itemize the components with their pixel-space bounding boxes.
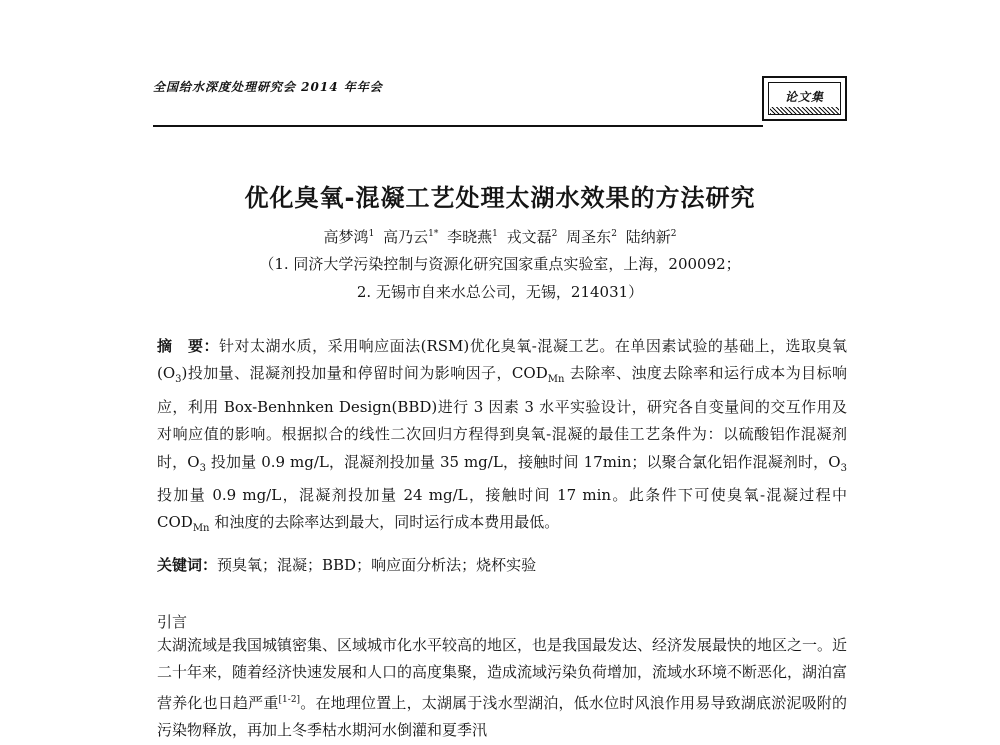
author-list — [0, 226, 1000, 247]
affiliation-2: 2. 无锡市自来水总公司，无锡，214031） — [356, 283, 644, 301]
author-5: 周圣东$^2$ — [566, 228, 617, 246]
intro-paragraph: 太湖流域是我国城镇密集、区域城市化水平较高的地区，也是我国最发达、经济发展最快的地区之一。近二十年来，随着经济快速发展和人口的高度集聚，造成流域污染负荷增加，流域水环境不断恶化，湖泊富营养化也日趋严重[1-2]。在地理位置上，太湖属于浅水型湖泊，低水位时风浪作用易导致湖底淤泥吸附的污染物释放，再加上冬季枯水期河水倒灌和夏季汛 — [157, 636, 848, 740]
conference-header: 全国给水深度处理研究会 2014 年年会 — [153, 80, 383, 94]
badge-hatch-pattern — [770, 107, 839, 114]
badge-label: 论文集 — [784, 90, 824, 104]
author-6: 陆纳新$^2$ — [625, 228, 677, 246]
paper-title: 优化臭氧-混凝工艺处理太湖水效果的方法研究 — [244, 184, 756, 212]
author-4: 戎文磊$^2$ — [506, 228, 558, 246]
author-3: 李晓燕$^1$ — [447, 228, 498, 246]
keywords-text: 预臭氧；混凝；BBD；响应面分析法；烧杯实验 — [217, 556, 537, 574]
proceedings-badge — [762, 76, 847, 121]
intro-heading: 引言 — [157, 613, 188, 631]
citation-ref: [1-2] — [278, 694, 301, 705]
header-rule — [153, 125, 763, 127]
keywords-label: 关键词： — [157, 556, 218, 574]
abstract: 摘 要：针对太湖水质，采用响应面法(RSM)优化臭氧-混凝工艺。在单因素试验的基础上，选取臭氧$(O_3)$投加量、混凝剂投加量和停留时间为影响因子，$COD_{Mn}$ 去除率、浊度去除率和运行成本为目标响应，利用 Box-Benhnken Design(BBD)进行 3 因素 3 水平实验设计，研究各自变量间的交互作用及对响应值的影响。根据拟合的线性二次回归方程得到臭氧-混凝的最佳工艺条件为：以硫酸铝作混凝剂时，$O_3$ 投加量 0.9 mg/L，混凝剂投加量 35 mg/L，接触时间 17min；以聚合氯化铝作混凝剂时，$O_3$ 投加量 0.9 mg/L，混凝剂投加量 24 mg/L，接触时间 17 min。此条件下可使臭氧-混凝过程中 $COD_{Mn}$ 和浊度的去除率达到最大，同时运行成本费用最低。 — [157, 337, 847, 535]
abstract-label: 摘 要： — [157, 337, 220, 355]
author-1: 高梦鸿$^1$ — [323, 228, 375, 246]
keywords — [157, 552, 847, 579]
affiliation-1: （1. 同济大学污染控制与资源化研究国家重点实验室，上海，200092； — [259, 255, 741, 273]
author-2: 高乃云$^{1*}$ — [383, 228, 439, 246]
